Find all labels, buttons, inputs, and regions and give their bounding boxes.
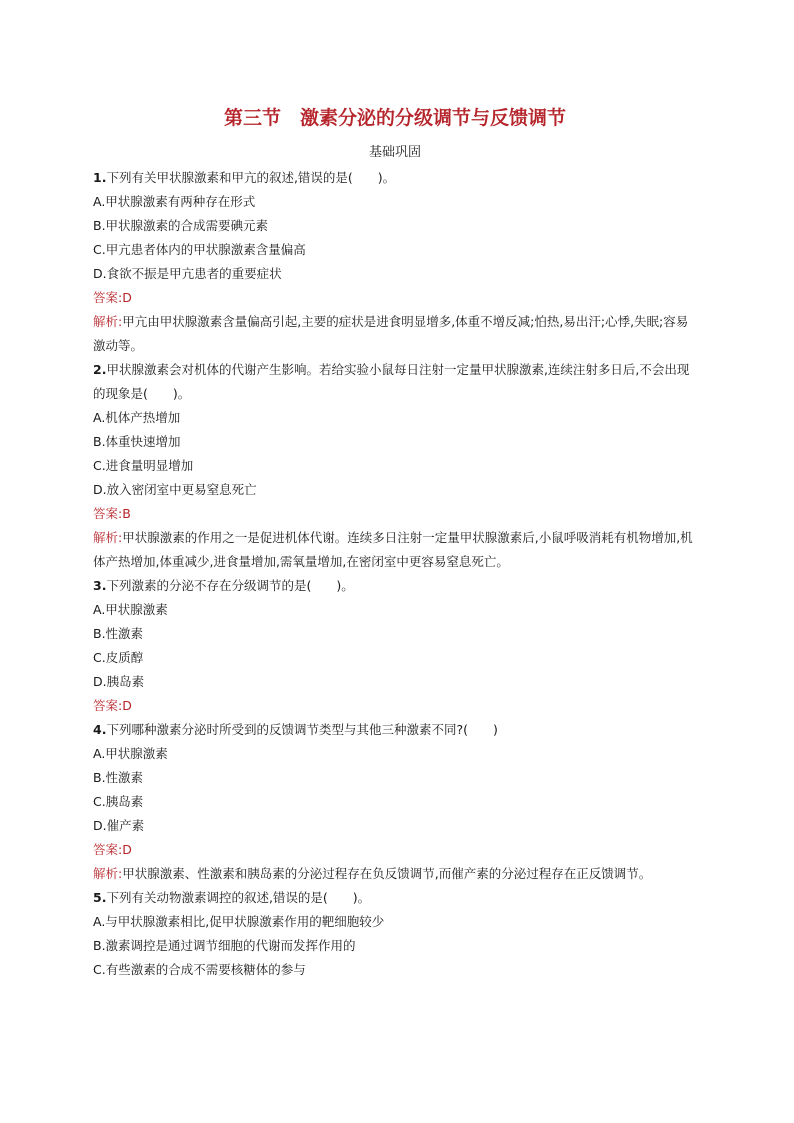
option-a: A.甲状腺激素有两种存在形式 [93,194,256,209]
answer [93,694,697,718]
question-text: 下列哪种激素分泌时所受到的反馈调节类型与其他三种激素不同?( ) [106,722,498,737]
option-b: B.性激素 [93,626,144,641]
option-c: C.进食量明显增加 [93,458,194,473]
option-b: B.性激素 [93,770,144,785]
option-c: C.胰岛素 [93,794,144,809]
section-subtitle: 基础巩固 [368,145,421,160]
question-text: 下列激素的分泌不存在分级调节的是( )。 [106,578,354,593]
analysis-text: 甲状腺激素、性激素和胰岛素的分泌过程存在负反馈调节,而催产素的分泌过程存在正反馈调节。 [122,866,652,881]
analysis-label: 解析: [93,866,123,881]
option-a: A.甲状腺激素 [93,602,168,617]
analysis [93,862,697,886]
answer [93,838,697,862]
answer-value: D [122,290,132,305]
document-page [93,104,697,982]
answer-label: 答案: [93,698,123,713]
option-b: B.甲状腺激素的合成需要碘元素 [93,218,269,233]
question-text: 甲状腺激素会对机体的代谢产生影响。若给实验小鼠每日注射一定量甲状腺激素,连续注射多日后,不会出现的现象是( )。 [93,362,690,401]
answer-label: 答案: [93,842,123,857]
analysis-text: 甲状腺激素的作用之一是促进机体代谢。连续多日注射一定量甲状腺激素后,小鼠呼吸消耗有机物增加,机体产热增加,体重减少,进食量增加,需氧量增加,在密闭室中更容易窒息死亡。 [93,530,693,569]
question-stem [93,166,697,190]
question-3 [93,574,697,718]
option-c: C.甲亢患者体内的甲状腺激素含量偏高 [93,242,306,257]
option-d: D.食欲不振是甲亢患者的重要症状 [93,266,282,281]
analysis-label: 解析: [93,530,123,545]
question-stem [93,886,697,910]
page-title: 第三节 激素分泌的分级调节与反馈调节 [223,107,566,129]
question-text: 下列有关动物激素调控的叙述,错误的是( )。 [106,890,371,905]
question-4 [93,718,697,886]
answer-label: 答案: [93,290,123,305]
answer-value: B [122,506,131,521]
question-stem [93,718,697,742]
option-a: A.机体产热增加 [93,410,181,425]
analysis-label: 解析: [93,314,123,329]
question-5 [93,886,697,982]
question-1 [93,166,697,358]
analysis [93,310,697,358]
answer-value: D [122,698,132,713]
question-number: 4. [93,722,107,737]
option-d: D.放入密闭室中更易窒息死亡 [93,482,257,497]
analysis [93,526,697,574]
option-a: A.与甲状腺激素相比,促甲状腺激素作用的靶细胞较少 [93,914,385,929]
question-number: 1. [93,170,107,185]
option-d: D.催产素 [93,818,145,833]
question-number: 5. [93,890,107,905]
answer [93,286,697,310]
option-c: C.有些激素的合成不需要核糖体的参与 [93,962,306,977]
question-number: 3. [93,578,107,593]
option-b: B.体重快速增加 [93,434,181,449]
analysis-text: 甲亢由甲状腺激素含量偏高引起,主要的症状是进食明显增多,体重不增反减;怕热,易出汗;心悸,失眠;容易激动等。 [93,314,689,353]
option-a: A.甲状腺激素 [93,746,168,761]
option-d: D.胰岛素 [93,674,145,689]
option-b: B.激素调控是通过调节细胞的代谢而发挥作用的 [93,938,356,953]
question-stem [93,574,697,598]
answer [93,502,697,526]
answer-label: 答案: [93,506,123,521]
option-c: C.皮质醇 [93,650,144,665]
question-stem [93,358,697,406]
question-number: 2. [93,362,107,377]
question-text: 下列有关甲状腺激素和甲亢的叙述,错误的是( )。 [106,170,396,185]
question-2 [93,358,697,574]
answer-value: D [122,842,132,857]
